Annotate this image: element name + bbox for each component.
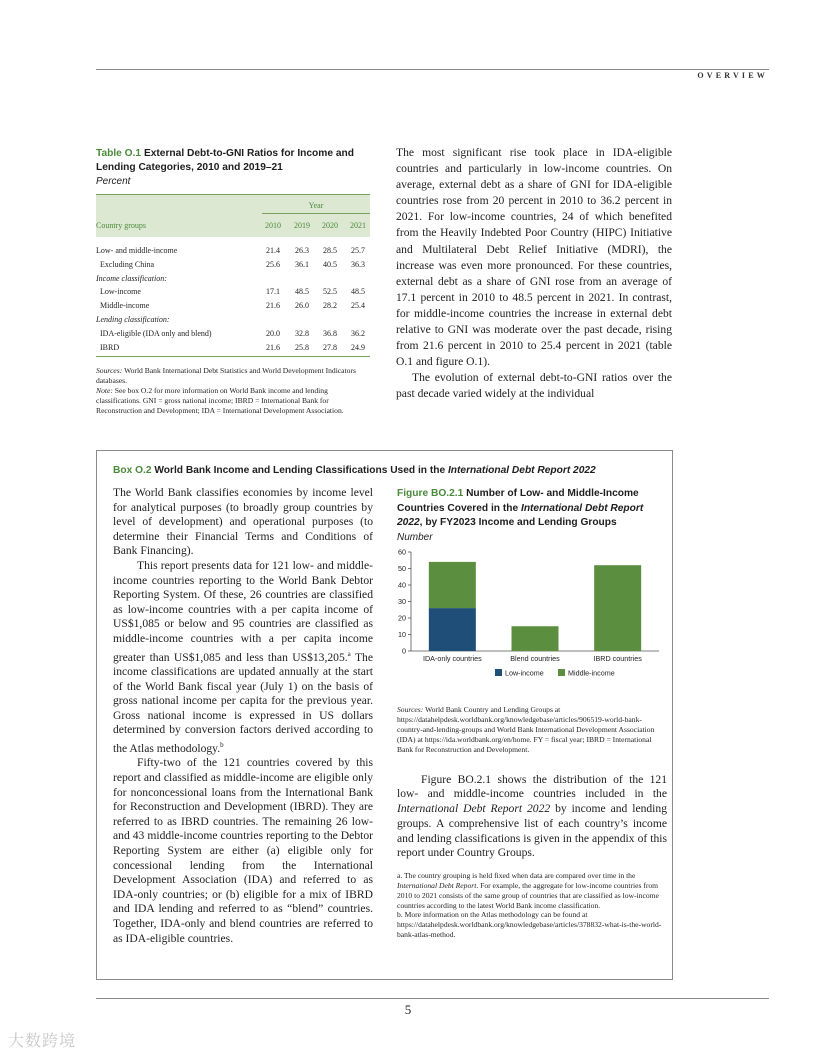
cell-value: 26.0 — [295, 301, 309, 311]
row-label: Low-income — [100, 287, 141, 297]
table-row — [96, 327, 370, 341]
cell-value: 21.4 — [266, 246, 280, 255]
cell-value: 21.6 — [266, 301, 280, 311]
x-category-label: IDA-only countries — [422, 653, 482, 663]
box-paragraph — [113, 559, 373, 756]
body-paragraph: The evolution of external debt-to-GNI ratios over the past decade varied widely at the individual — [396, 371, 672, 401]
year-col-2010: 2010 — [265, 221, 281, 230]
cell-value: 24.9 — [351, 342, 365, 352]
table-row — [96, 299, 370, 313]
y-tick-label: 20 — [398, 613, 406, 622]
table-note: See box O.2 for more information on World Bank income and lending classifications. GNI = gross national income; IBRD = International Bank for Reconstruction and Development; IDA = International Development Association. — [96, 386, 344, 416]
legend-label: Low-income — [505, 668, 544, 677]
sources-label: Sources: — [96, 366, 123, 376]
cell-value: 40.5 — [323, 259, 337, 269]
footnote-a-text: a. The country grouping is held fixed when data are compared over time in the — [397, 871, 636, 881]
cell-value: 27.8 — [323, 342, 337, 352]
table-row — [96, 272, 370, 286]
body-paragraph: The most significant rise took place in IDA-eligible countries and particularly in low-income countries. On average, external debt as a share of GNI for IDA-eligible countries rose from 20 percent in 2010 to 36.2 percent in 2021. For low-income countries, 24 of which benefited from the Heavily Indebted Poor Country (HIPC) Initiative and Multilateral Debt Relief Initiative (MDRI), the increase was even more pronounced. For these countries, external debt as a share of GNI rose from an average of 17.1 percent in 2010 to 48.5 percent in 2021. In contrast, for middle-income countries the increase in external debt relative to GNI was moderate over the past decade, rising from 21.6 percent in 2010 to 25.4 percent in 2021 (table O.1 and figure O.1). — [396, 146, 672, 369]
year-col-2019: 2019 — [294, 221, 310, 230]
figure-title — [397, 487, 667, 531]
cell-value: 48.5 — [295, 287, 309, 297]
table-title-text: External Debt-to-GNI Ratios for Income and Lending Categories, 2010 and 2019–21 — [96, 148, 354, 173]
cell-value: 36.3 — [351, 259, 365, 269]
cell-value: 25.8 — [295, 342, 309, 352]
body-text-column — [396, 145, 672, 403]
watermark: 大数跨境 — [8, 1031, 77, 1050]
figure-unit: Number — [397, 531, 433, 543]
x-category-label: IBRD countries — [593, 653, 642, 663]
y-tick-label: 10 — [398, 629, 406, 639]
y-tick-label: 0 — [402, 646, 406, 655]
table-number: Table O.1 — [96, 148, 142, 159]
figure-sources — [397, 705, 667, 755]
y-tick-label: 30 — [398, 596, 406, 606]
box-p2-text-cont: The income classifications are updated annually at the start of the World Bank fiscal year (July 1) on the basis of gross national income per capita for the previous year. Gross national income is expressed in US dollars determined by conversion factors derived according to the Atlas methodology. — [113, 650, 373, 755]
y-tick-label: 60 — [398, 547, 406, 556]
cell-value: 20.0 — [266, 328, 280, 338]
cell-value: 36.1 — [295, 259, 309, 269]
row-label: Income classification: — [96, 273, 167, 283]
box-title-main: World Bank Income and Lending Classifications Used in the — [154, 465, 446, 476]
year-col-2020: 2020 — [322, 221, 338, 230]
figure-title-italic: International Debt Report 2022 — [397, 502, 644, 528]
figure-title-b: , by FY2023 Income and Lending Groups — [419, 517, 617, 528]
y-tick-label: 50 — [398, 563, 406, 573]
cell-value: 36.8 — [323, 328, 337, 338]
table-row — [96, 313, 370, 327]
figure-paragraph-b: by income and lending groups. A comprehensive list of each country’s income and lending classifications is given in the appendix of this report under Country Groups. — [397, 802, 667, 860]
bar-middle-income-1 — [512, 626, 559, 651]
figure-paragraph-a: Figure BO.2.1 shows the distribution of the 121 low- and middle-income countries included in the — [397, 772, 667, 801]
box-number: Box O.2 — [113, 465, 152, 476]
table-notes — [96, 366, 370, 416]
box-right-column — [397, 487, 667, 940]
bottom-rule — [96, 998, 769, 999]
table-row — [96, 244, 370, 258]
row-label: Low- and middle-income — [96, 246, 178, 255]
figure-sources-text: World Bank Country and Lending Groups at https://datahelpdesk.worldbank.org/knowledgebase/articles/906519-world-bank-country-and-lending-groups and World Bank International Development Association (IDA) at https://ida.worldbank.org/en/home. FY = fiscal year; IBRD = International Bank for Reconstruction and Development. — [397, 704, 655, 754]
cell-value: 32.8 — [295, 328, 309, 338]
table-body — [96, 237, 370, 357]
top-rule — [96, 69, 769, 70]
year-header: Year — [262, 201, 370, 214]
box-title — [113, 465, 596, 476]
table-row — [96, 341, 370, 355]
figure-title-a: Number of Low- and Middle-Income Countries Covered in the — [397, 488, 639, 514]
figure-sources-label: Sources: — [397, 704, 424, 714]
bar-low-income-0 — [429, 608, 476, 651]
cell-value: 28.2 — [323, 301, 337, 311]
row-label: Middle-income — [100, 301, 150, 311]
box-footnotes — [397, 871, 667, 940]
table-unit: Percent — [96, 176, 131, 187]
row-label: IDA-eligible (IDA only and blend) — [100, 328, 212, 338]
box-paragraph: Fifty-two of the 121 countries covered by this report and classified as middle-income are eligible only for nonconcessional loans from the International Bank for Reconstruction and Development (IBRD). They are referred to as IBRD countries. The remaining 26 low- and 43 middle-income countries reporting to the Debtor Reporting System are either (a) eligible only for concessional lending from the International Development Association (IDA) and referred to as IDA-only countries; or (b) eligible for a mix of IBRD and IDA lending and referred to as “blend” countries. Together, IDA-only and blend countries are referred to as IDA-eligible countries. — [113, 756, 373, 945]
table-row — [96, 285, 370, 299]
box-paragraph: The World Bank classifies economies by income level for analytical purposes (to broadly group countries by level of development) and operational purposes (to determine their Financial Terms and Conditions of Bank Financing). — [113, 486, 373, 558]
figure-paragraph-italic: International Debt Report 2022 — [397, 802, 551, 816]
row-label: Lending classification: — [96, 314, 170, 324]
table-header — [96, 194, 370, 237]
footnote-ref-b: b — [220, 740, 224, 749]
section-label: OVERVIEW — [697, 71, 768, 80]
box-title-italic: International Debt Report 2022 — [447, 465, 596, 476]
country-groups-header: Country groups — [96, 221, 146, 230]
footnote-a-italic: International Debt Report — [397, 881, 477, 891]
cell-value: 25.4 — [351, 301, 365, 311]
footnote-b: b. More information on the Atlas methodology can be found at https://datahelpdesk.worldbank.org/knowledgebase/articles/378832-what-is-the-world-bank-atlas-method. — [397, 910, 662, 940]
table-title — [96, 147, 370, 175]
box-o2 — [96, 450, 673, 980]
table-row — [96, 258, 370, 272]
note-label: Note: — [96, 386, 113, 396]
cell-value: 36.2 — [351, 328, 365, 338]
row-label: Excluding China — [100, 259, 154, 269]
bar-chart — [397, 544, 667, 694]
legend-swatch — [558, 669, 565, 676]
legend-swatch — [495, 669, 502, 676]
cell-value: 28.5 — [323, 246, 337, 255]
bar-middle-income-2 — [594, 565, 641, 651]
cell-value: 26.3 — [295, 246, 309, 255]
table-o1 — [96, 147, 370, 416]
figure-number: Figure BO.2.1 — [397, 488, 464, 499]
legend-label: Middle-income — [568, 668, 615, 677]
table-sources: World Bank International Debt Statistics and World Development Indicators databases. — [96, 366, 356, 386]
cell-value: 25.6 — [266, 259, 280, 269]
cell-value: 48.5 — [351, 287, 365, 297]
cell-value: 52.5 — [323, 287, 337, 297]
footnote-ref-a: a — [347, 649, 351, 658]
row-label: IBRD — [100, 342, 120, 352]
footnote-a-text-cont: . For example, the aggregate for low-income countries from 2010 to 2021 consists of the same group of countries that are classified as low-income countries according to the latest World Bank income classification. — [397, 881, 659, 910]
cell-value: 21.6 — [266, 342, 280, 352]
cell-value: 25.7 — [351, 246, 365, 255]
x-category-label: Blend countries — [510, 653, 560, 663]
box-p2-text: This report presents data for 121 low- and middle-income countries reporting to the World Bank Debtor Reporting System. Of these, 26 countries are classified as low-income countries with a per capita income of US$1,085 or below and 95 countries are classified as middle-income countries with a per capita income greater than US$1,085 and less than US$13,205. — [113, 558, 373, 664]
cell-value: 17.1 — [266, 287, 280, 297]
figure-paragraph — [397, 773, 667, 862]
y-tick-label: 40 — [398, 580, 406, 589]
page-number: 5 — [404, 1002, 412, 1017]
bar-middle-income-0 — [429, 561, 476, 607]
year-col-2021: 2021 — [350, 221, 366, 230]
box-left-column — [113, 486, 373, 946]
footnote-a — [397, 871, 667, 910]
